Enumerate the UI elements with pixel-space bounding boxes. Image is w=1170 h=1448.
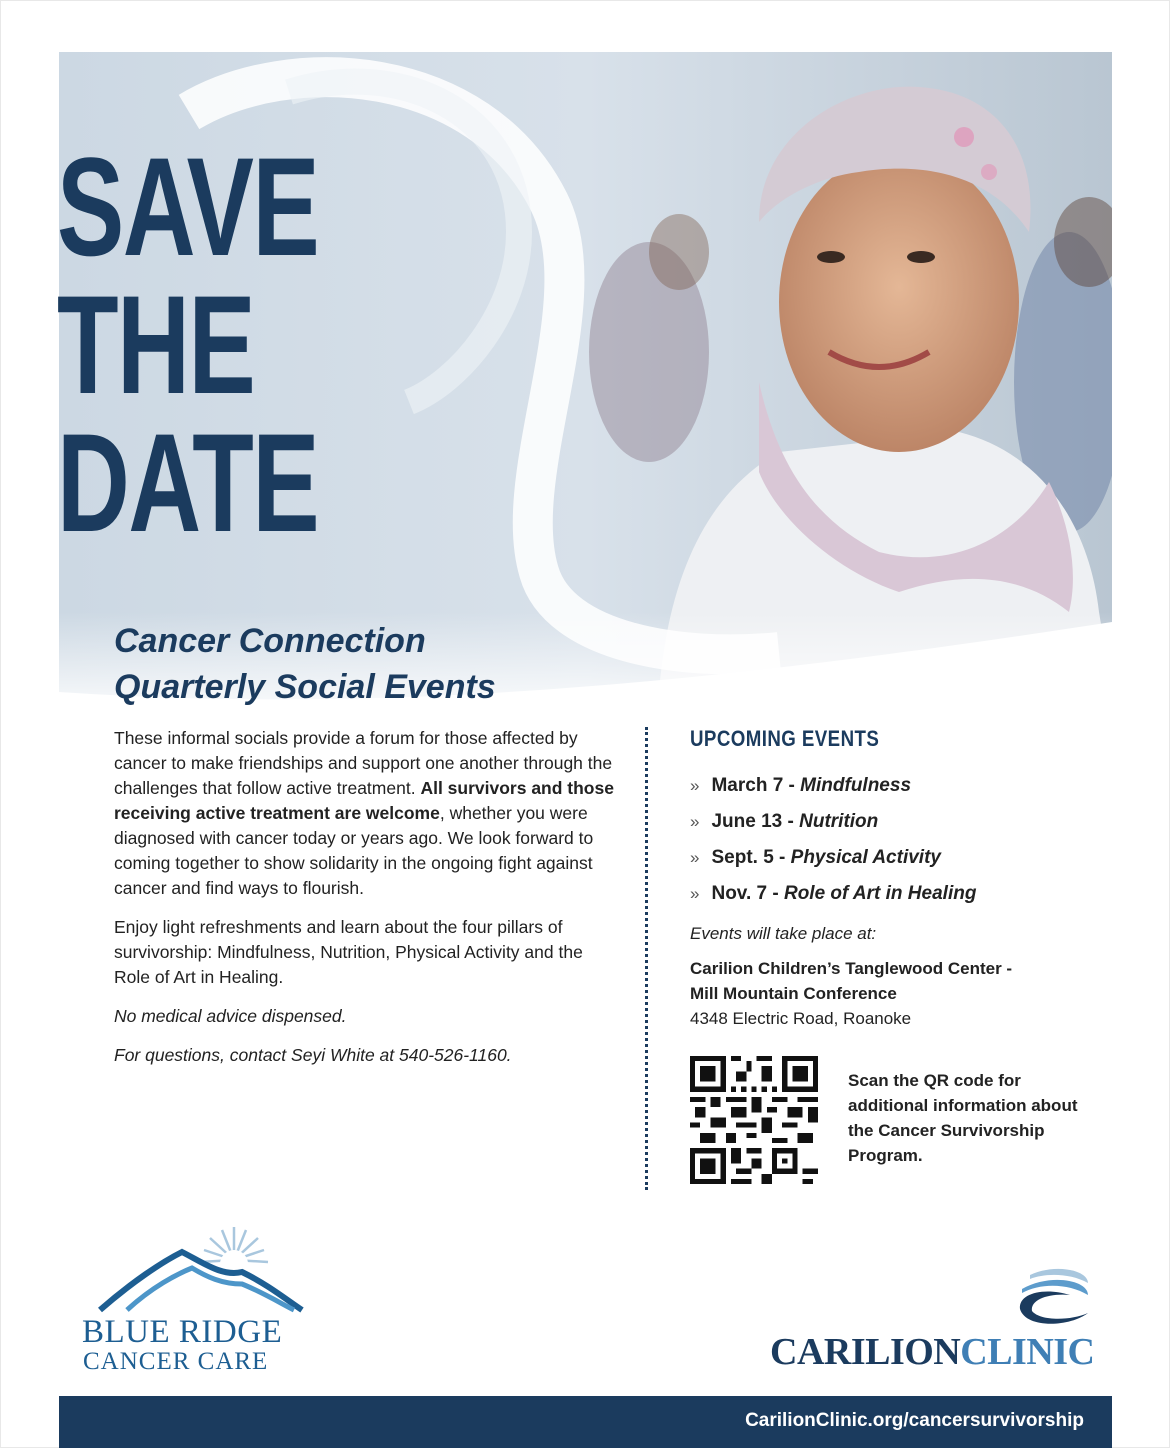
location-label: Events will take place at: — [690, 924, 877, 943]
event-topic: Mindfulness — [800, 775, 912, 796]
headline-line-1: SAVE — [57, 128, 319, 285]
event-date: June 13 - — [711, 811, 794, 832]
intro-paragraph — [114, 726, 614, 901]
event-topic: Nutrition — [799, 811, 879, 832]
disclaimer-text: No medical advice dispensed. — [114, 1006, 347, 1026]
events-column — [690, 726, 1110, 1031]
location-name — [690, 956, 1110, 1006]
location-address: 4348 Electric Road, Roanoke — [690, 1009, 912, 1028]
footer-bar — [59, 1396, 1112, 1448]
event-item — [690, 804, 1110, 840]
event-topic: Role of Art in Healing — [783, 883, 977, 904]
chevron-bullet-icon: » — [690, 884, 700, 903]
save-the-date-headline — [57, 128, 319, 561]
carilion-wordmark-part-1: CARILION — [770, 1331, 961, 1373]
blue-ridge-wordmark: BLUE RIDGE — [82, 1314, 283, 1350]
intro-bold-text: All survivors and those receiving active treatment are welcome — [114, 778, 614, 823]
event-date: Sept. 5 - — [711, 847, 786, 868]
dotted-divider — [645, 727, 648, 1190]
intro-column — [114, 726, 614, 1082]
subtitle-line-1: Cancer Connection — [114, 622, 426, 660]
headline-line-2: THE — [57, 266, 255, 423]
chevron-bullet-icon: » — [690, 848, 700, 867]
event-subtitle — [114, 618, 496, 710]
carilion-clinic-wordmark — [770, 1330, 1095, 1374]
events-heading: UPCOMING EVENTS — [690, 726, 880, 751]
location-name-line-2: Mill Mountain Conference — [690, 984, 897, 1003]
event-item — [690, 840, 1110, 876]
event-date: March 7 - — [711, 775, 795, 796]
chevron-bullet-icon: » — [690, 776, 700, 795]
qr-instructions: Scan the QR code for additional information about the Cancer Survivorship Program. — [848, 1071, 1078, 1165]
intro-text-1: These informal socials provide a forum for those affected by cancer to make friendships and support one another through the challenges that follow active treatment. — [114, 728, 613, 798]
headline-line-3: DATE — [57, 404, 319, 561]
event-item — [690, 876, 1110, 912]
chevron-bullet-icon: » — [690, 812, 700, 831]
event-topic: Physical Activity — [790, 847, 941, 868]
cancer-care-wordmark: CANCER CARE — [83, 1348, 269, 1375]
intro-text-2: , whether you were diagnosed with cancer today or years ago. We look forward to coming together to show solidarity in the ongoing fight against cancer and find ways to flourish. — [114, 803, 594, 898]
carilion-swoosh-logo-icon — [1010, 1265, 1090, 1330]
carilion-wordmark-part-2: CLINIC — [960, 1331, 1095, 1373]
contact-text: For questions, contact Seyi White at 540-526-1160. — [114, 1045, 512, 1065]
event-item — [690, 768, 1110, 804]
pillars-paragraph: Enjoy light refreshments and learn about the four pillars of survivorship: Mindfulness, Nutrition, Physical Activity and the Role of Art in Healing. — [114, 917, 583, 987]
footer-url-link[interactable]: CarilionClinic.org/cancersurvivorship — [745, 1410, 1084, 1431]
location-name-line-1: Carilion Children’s Tanglewood Center - — [690, 959, 1013, 978]
subtitle-line-2: Quarterly Social Events — [114, 668, 496, 706]
qr-code-icon[interactable] — [690, 1056, 818, 1184]
event-date: Nov. 7 - — [711, 883, 779, 904]
